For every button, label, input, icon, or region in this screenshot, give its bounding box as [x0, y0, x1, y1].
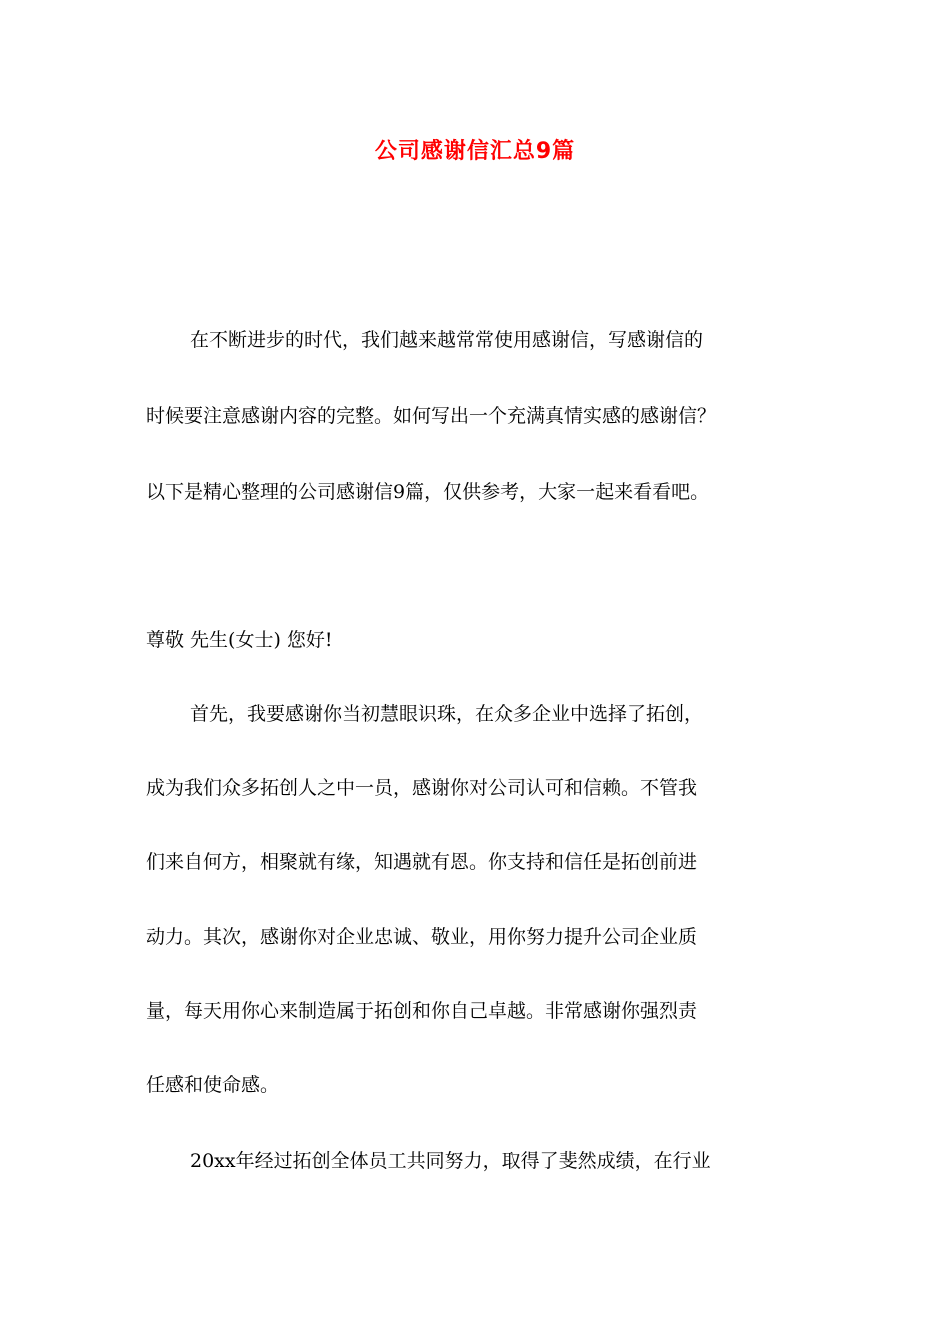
letter-line-6: 任感和使命感。 — [146, 1074, 280, 1096]
letter-line-3: 们来自何方，相聚就有缘，知遇就有恩。你支持和信任是拓创前进 — [146, 851, 698, 873]
letter-line-5: 量，每天用你心来制造属于拓创和你自己卓越。非常感谢你强烈责 — [146, 1000, 698, 1022]
letter-line-1: 首先，我要感谢你当初慧眼识珠，在众多企业中选择了拓创， — [190, 703, 704, 725]
intro-line-1: 在不断进步的时代，我们越来越常常使用感谢信，写感谢信的 — [190, 329, 704, 351]
document-title: 公司感谢信汇总9篇 — [374, 139, 576, 164]
letter-line-7: 20xx年经过拓创全体员工共同努力，取得了斐然成绩，在行业 — [190, 1150, 711, 1172]
intro-line-3: 以下是精心整理的公司感谢信9篇，仅供参考，大家一起来看看吧。 — [146, 481, 710, 503]
letter-line-2: 成为我们众多拓创人之中一员，感谢你对公司认可和信赖。不管我 — [146, 777, 698, 799]
letter-greeting: 尊敬 先生(女士) 您好! — [146, 629, 333, 651]
intro-line-2: 时候要注意感谢内容的完整。如何写出一个充满真情实感的感谢信？ — [146, 405, 717, 427]
letter-line-4: 动力。其次，感谢你对企业忠诚、敬业，用你努力提升公司企业质 — [146, 926, 698, 948]
